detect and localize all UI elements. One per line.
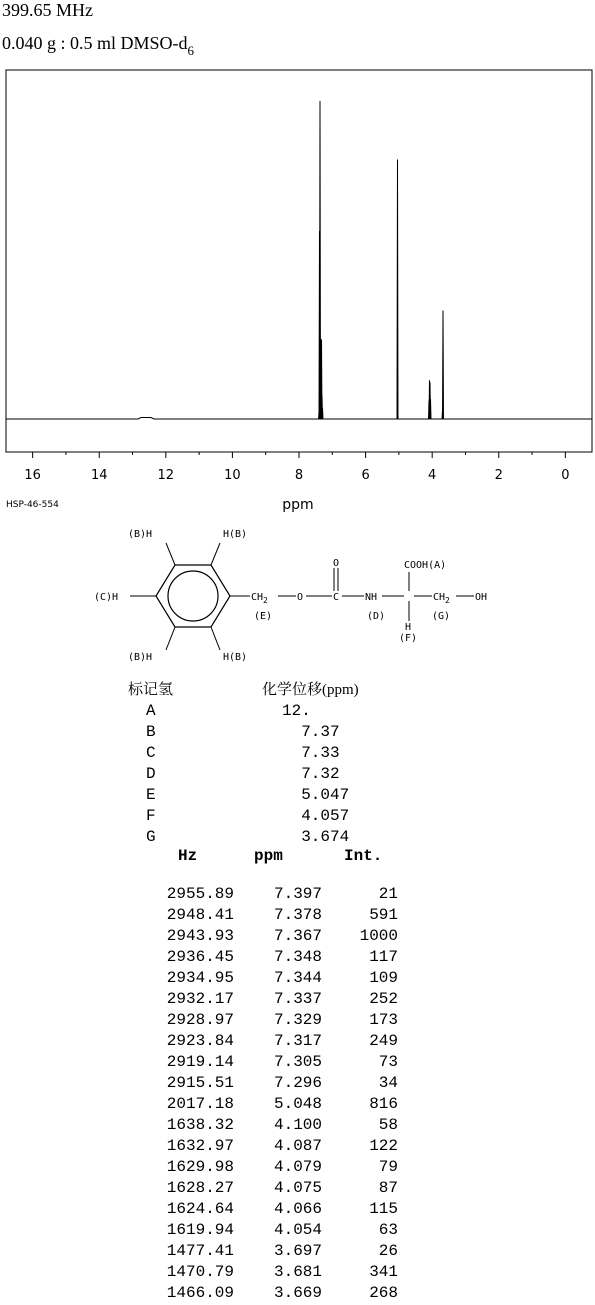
peak-int: 117 <box>369 948 398 966</box>
peak-ppm: 7.397 <box>273 885 322 903</box>
peak-row <box>0 1032 595 1053</box>
peak-int: 173 <box>369 1011 398 1029</box>
peak-int: 122 <box>369 1137 398 1155</box>
atom-label-oh: OH <box>475 592 488 603</box>
assignment-shift: 7.37 <box>282 723 340 741</box>
peak-int: 73 <box>378 1053 398 1071</box>
peak-col-int: Int. <box>344 847 383 865</box>
atom-label-c: C <box>333 592 340 603</box>
assignment-label: B <box>146 723 156 741</box>
peak-hz: 2915.51 <box>166 1074 234 1092</box>
peak-hz: 2943.93 <box>166 927 234 945</box>
peak-row <box>0 1011 595 1032</box>
peak-ppm: 7.329 <box>273 1011 322 1029</box>
proton-label-e: (E) <box>254 611 273 622</box>
assignment-row <box>0 828 595 849</box>
x-axis-label: ppm <box>282 497 314 513</box>
peak-row <box>0 1053 595 1074</box>
assignment-row <box>0 786 595 807</box>
assignment-shift: 7.32 <box>282 765 340 783</box>
peak-row <box>0 1074 595 1095</box>
peak-row <box>0 969 595 990</box>
x-tick-label: 4 <box>428 468 437 483</box>
assignment-label: D <box>146 765 156 783</box>
peak-row <box>0 1095 595 1116</box>
peak-ppm: 4.075 <box>273 1179 322 1197</box>
peak-int: 58 <box>378 1116 398 1134</box>
peak-row <box>0 927 595 948</box>
peak-hz: 1624.64 <box>166 1200 234 1218</box>
assignment-row <box>0 744 595 765</box>
spectrum-trace <box>6 101 592 419</box>
peak-int: 268 <box>369 1284 398 1302</box>
peak-int: 63 <box>378 1221 398 1239</box>
peak-ppm: 7.305 <box>273 1053 322 1071</box>
peak-ppm: 3.681 <box>273 1263 322 1281</box>
bond <box>211 627 220 650</box>
peak-row <box>0 1263 595 1284</box>
x-axis-ticks <box>24 452 569 483</box>
peak-ppm: 3.697 <box>273 1242 322 1260</box>
peak-row <box>0 1284 595 1305</box>
peak-row <box>0 990 595 1011</box>
assignment-label: F <box>146 807 156 825</box>
x-tick-label: 0 <box>561 468 570 483</box>
assignment-list <box>0 702 595 849</box>
atom-label-hb: (B)H <box>128 652 153 663</box>
proton-label-g: (G) <box>432 611 451 622</box>
peak-hz: 2955.89 <box>166 885 234 903</box>
peak-table <box>0 885 595 1305</box>
proton-label-f: (F) <box>399 633 418 644</box>
peak-row <box>0 1116 595 1137</box>
peak-row <box>0 1137 595 1158</box>
peak-int: 341 <box>369 1263 398 1281</box>
sample-text: 0.040 g : 0.5 ml DMSO-d <box>2 33 188 53</box>
peak-col-hz: Hz <box>178 847 198 865</box>
spectrum-frame <box>6 70 592 452</box>
peak-ppm: 7.296 <box>273 1074 322 1092</box>
assignment-shift: 5.047 <box>282 786 350 804</box>
peak-ppm: 7.317 <box>273 1032 322 1050</box>
assignment-shift: 3.674 <box>282 828 350 846</box>
sample-description <box>2 33 194 59</box>
peak-ppm: 4.087 <box>273 1137 322 1155</box>
peak-hz: 2932.17 <box>166 990 234 1008</box>
peak-hz: 2928.97 <box>166 1011 234 1029</box>
peak-ppm: 7.344 <box>273 969 322 987</box>
peak-hz: 1477.41 <box>166 1242 234 1260</box>
x-tick-label: 6 <box>361 468 370 483</box>
atom-label-hb: H(B) <box>223 652 248 663</box>
bond <box>166 627 175 650</box>
peak-col-ppm: ppm <box>254 847 283 865</box>
peak-ppm: 3.669 <box>273 1284 322 1302</box>
peak-hz: 2934.95 <box>166 969 234 987</box>
spectrum-code: HSP-46-554 <box>6 500 59 510</box>
peak-ppm: 4.054 <box>273 1221 322 1239</box>
peak-int: 816 <box>369 1095 398 1113</box>
peak-int: 109 <box>369 969 398 987</box>
peak-ppm: 7.337 <box>273 990 322 1008</box>
atom-label-ch2: $CH_2$ <box>433 592 450 605</box>
peak-int: 249 <box>369 1032 398 1050</box>
x-tick-label: 2 <box>494 468 503 483</box>
atom-label-o-carbonyl: O <box>333 558 340 569</box>
assignment-col-label: 标记氢 <box>128 682 174 698</box>
peak-ppm: 5.048 <box>273 1095 322 1113</box>
peak-row <box>0 1200 595 1221</box>
x-tick-label: 16 <box>24 468 41 483</box>
peak-int: 34 <box>378 1074 398 1092</box>
peak-hz: 1466.09 <box>166 1284 234 1302</box>
peak-row <box>0 1242 595 1263</box>
peak-hz: 2948.41 <box>166 906 234 924</box>
x-tick-label: 14 <box>90 468 108 483</box>
atom-label-hb: (B)H <box>128 529 153 540</box>
assignment-row <box>0 807 595 828</box>
peak-hz: 2923.84 <box>166 1032 234 1050</box>
assignment-col-shift: 化学位移(ppm) <box>262 682 359 698</box>
peak-ppm: 7.367 <box>273 927 322 945</box>
atom-label-h: H <box>405 622 412 633</box>
peak-hz: 2919.14 <box>166 1053 234 1071</box>
peak-ppm: 4.100 <box>273 1116 322 1134</box>
assignment-label: C <box>146 744 156 762</box>
atom-label-nh: NH <box>365 592 378 603</box>
assignment-label: G <box>146 828 156 846</box>
atom-label-cooh: COOH(A) <box>404 560 447 571</box>
peak-hz: 1632.97 <box>166 1137 234 1155</box>
peak-ppm: 4.079 <box>273 1158 322 1176</box>
peak-row <box>0 1221 595 1242</box>
bond <box>166 543 175 565</box>
peak-int: 26 <box>378 1242 398 1260</box>
sample-subscript: 6 <box>187 43 195 58</box>
peak-int: 1000 <box>359 927 398 945</box>
peak-hz: 2936.45 <box>166 948 234 966</box>
peak-int: 21 <box>378 885 398 903</box>
peak-ppm: 4.066 <box>273 1200 322 1218</box>
benzene-ring <box>156 565 230 627</box>
assignment-row <box>0 702 595 723</box>
peak-int: 252 <box>369 990 398 1008</box>
atom-label-hb: H(B) <box>223 529 248 540</box>
peak-hz: 1470.79 <box>166 1263 234 1281</box>
assignment-shift: 12. <box>282 702 311 720</box>
peak-row <box>0 906 595 927</box>
atom-label-hc: (C)H <box>94 592 119 603</box>
atom-label-o: O <box>297 592 304 603</box>
bond <box>211 543 220 565</box>
proton-label-d: (D) <box>367 611 386 622</box>
peak-int: 115 <box>369 1200 398 1218</box>
structure-diagram <box>0 520 595 680</box>
peak-row <box>0 948 595 969</box>
peak-int: 87 <box>378 1179 398 1197</box>
peak-hz: 2017.18 <box>166 1095 234 1113</box>
assignment-shift: 4.057 <box>282 807 350 825</box>
peak-hz: 1619.94 <box>166 1221 234 1239</box>
assignment-shift: 7.33 <box>282 744 340 762</box>
peak-row <box>0 885 595 906</box>
assignment-label: E <box>146 786 156 804</box>
peak-hz: 1629.98 <box>166 1158 234 1176</box>
x-tick-label: 8 <box>294 468 304 483</box>
peak-row <box>0 1158 595 1179</box>
assignment-header <box>0 678 595 700</box>
atom-label-ch2: $CH_2$ <box>251 592 268 605</box>
assignment-label: A <box>146 702 156 720</box>
aromatic-circle <box>168 571 218 621</box>
assignment-row <box>0 765 595 786</box>
x-tick-label: 10 <box>224 468 241 483</box>
peak-int: 591 <box>369 906 398 924</box>
peak-hz: 1638.32 <box>166 1116 234 1134</box>
spectrometer-frequency: 399.65 MHz <box>2 0 93 20</box>
peak-int: 79 <box>378 1158 398 1176</box>
assignment-row <box>0 723 595 744</box>
peak-ppm: 7.348 <box>273 948 322 966</box>
peak-row <box>0 1179 595 1200</box>
peak-ppm: 7.378 <box>273 906 322 924</box>
peak-hz: 1628.27 <box>166 1179 234 1197</box>
x-tick-label: 12 <box>157 468 175 483</box>
